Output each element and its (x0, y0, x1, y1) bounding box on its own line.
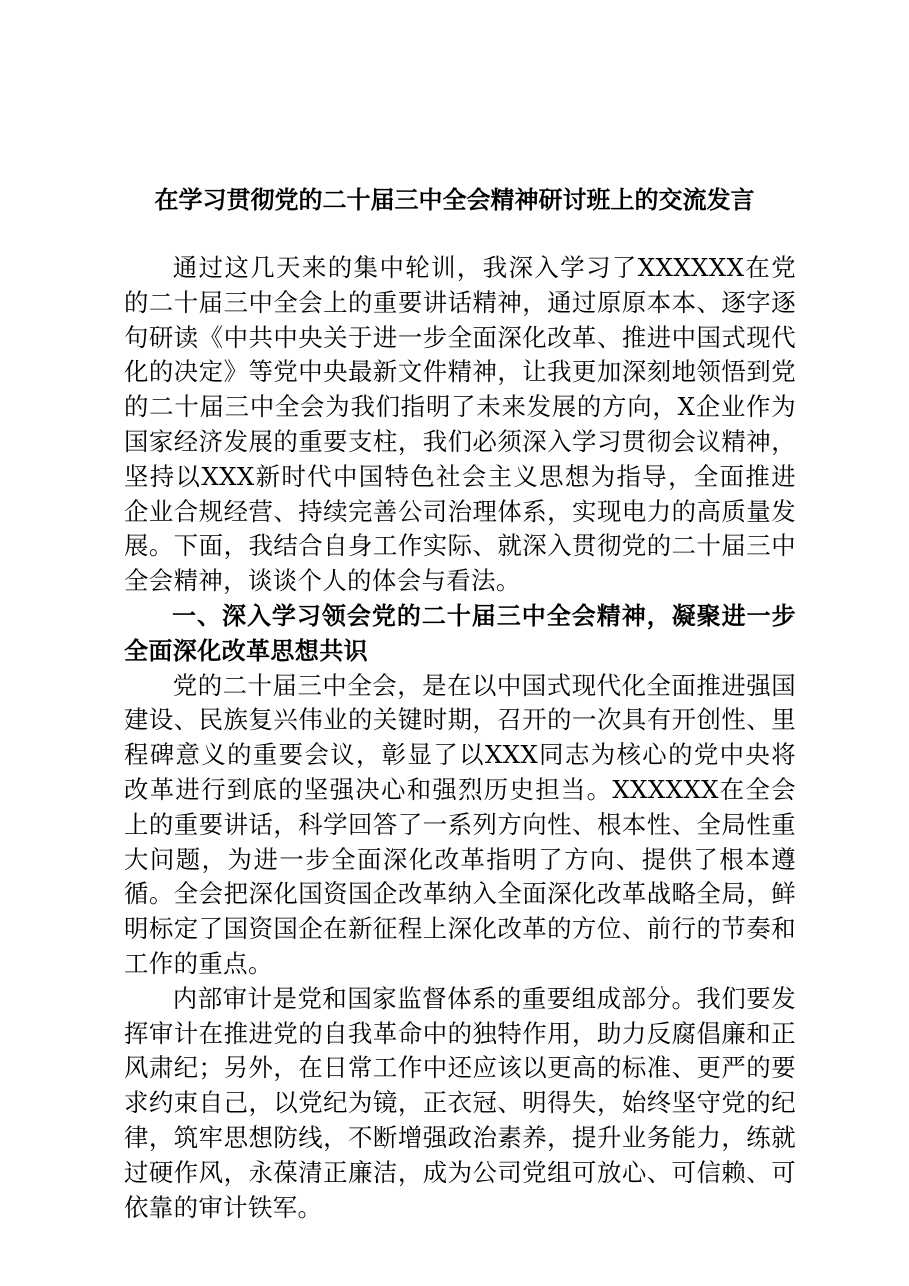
section1-paragraph-2: 内部审计是党和国家监督体系的重要组成部分。我们要发挥审计在推进党的自我革命中的独特作用，助力反腐倡廉和正风肃纪；另外，在日常工作中还应该以更高的标准、更严的要求约束自己，以党纪为镜，正衣冠、明得失，始终坚守党的纪律，筑牢思想防线，不断增强政治素养，提升业务能力，练就过硬作风，永葆清正廉洁，成为公司党组可放心、可信赖、可依靠的审计铁军。 (124, 983, 796, 1222)
section1-paragraph-1: 党的二十届三中全会，是在以中国式现代化全面推进强国建设、民族复兴伟业的关键时期，召开的一次具有开创性、里程碑意义的重要会议，彰显了以XXX同志为核心的党中央将改革进行到底的坚强决心和强烈历史担当。XXXXXX在全会上的重要讲话，科学回答了一系列方向性、根本性、全局性重大问题，为进一步全面深化改革指明了方向、提供了根本遵循。全会把深化国资国企改革纳入全面深化改革战略全局，鲜明标定了国资国企在新征程上深化改革的方位、前行的节奏和工作的重点。 (124, 670, 796, 978)
intro-paragraph: 通过这几天来的集中轮训，我深入学习了XXXXXX在党的二十届三中全会上的重要讲话精神，通过原原本本、逐字逐句研读《中共中央关于进一步全面深化改革、推进中国式现代化的决定》等党中央最新文件精神，让我更加深刻地领悟到党的二十届三中全会为我们指明了未来发展的方向，X企业作为国家经济发展的重要支柱，我们必须深入学习贯彻会议精神，坚持以XXX新时代中国特色社会主义思想为指导，全面推进企业合规经营、持续完善公司治理体系，实现电力的高质量发展。下面，我结合自身工作实际、就深入贯彻党的二十届三中全会精神，谈谈个人的体会与看法。 (124, 253, 796, 596)
document-title: 在学习贯彻党的二十届三中全会精神研讨班上的交流发言 (154, 185, 755, 214)
section-heading-1: 一、深入学习领会党的二十届三中全会精神，凝聚进一步全面深化改革思想共识 (124, 601, 796, 665)
document-body (124, 251, 796, 1225)
